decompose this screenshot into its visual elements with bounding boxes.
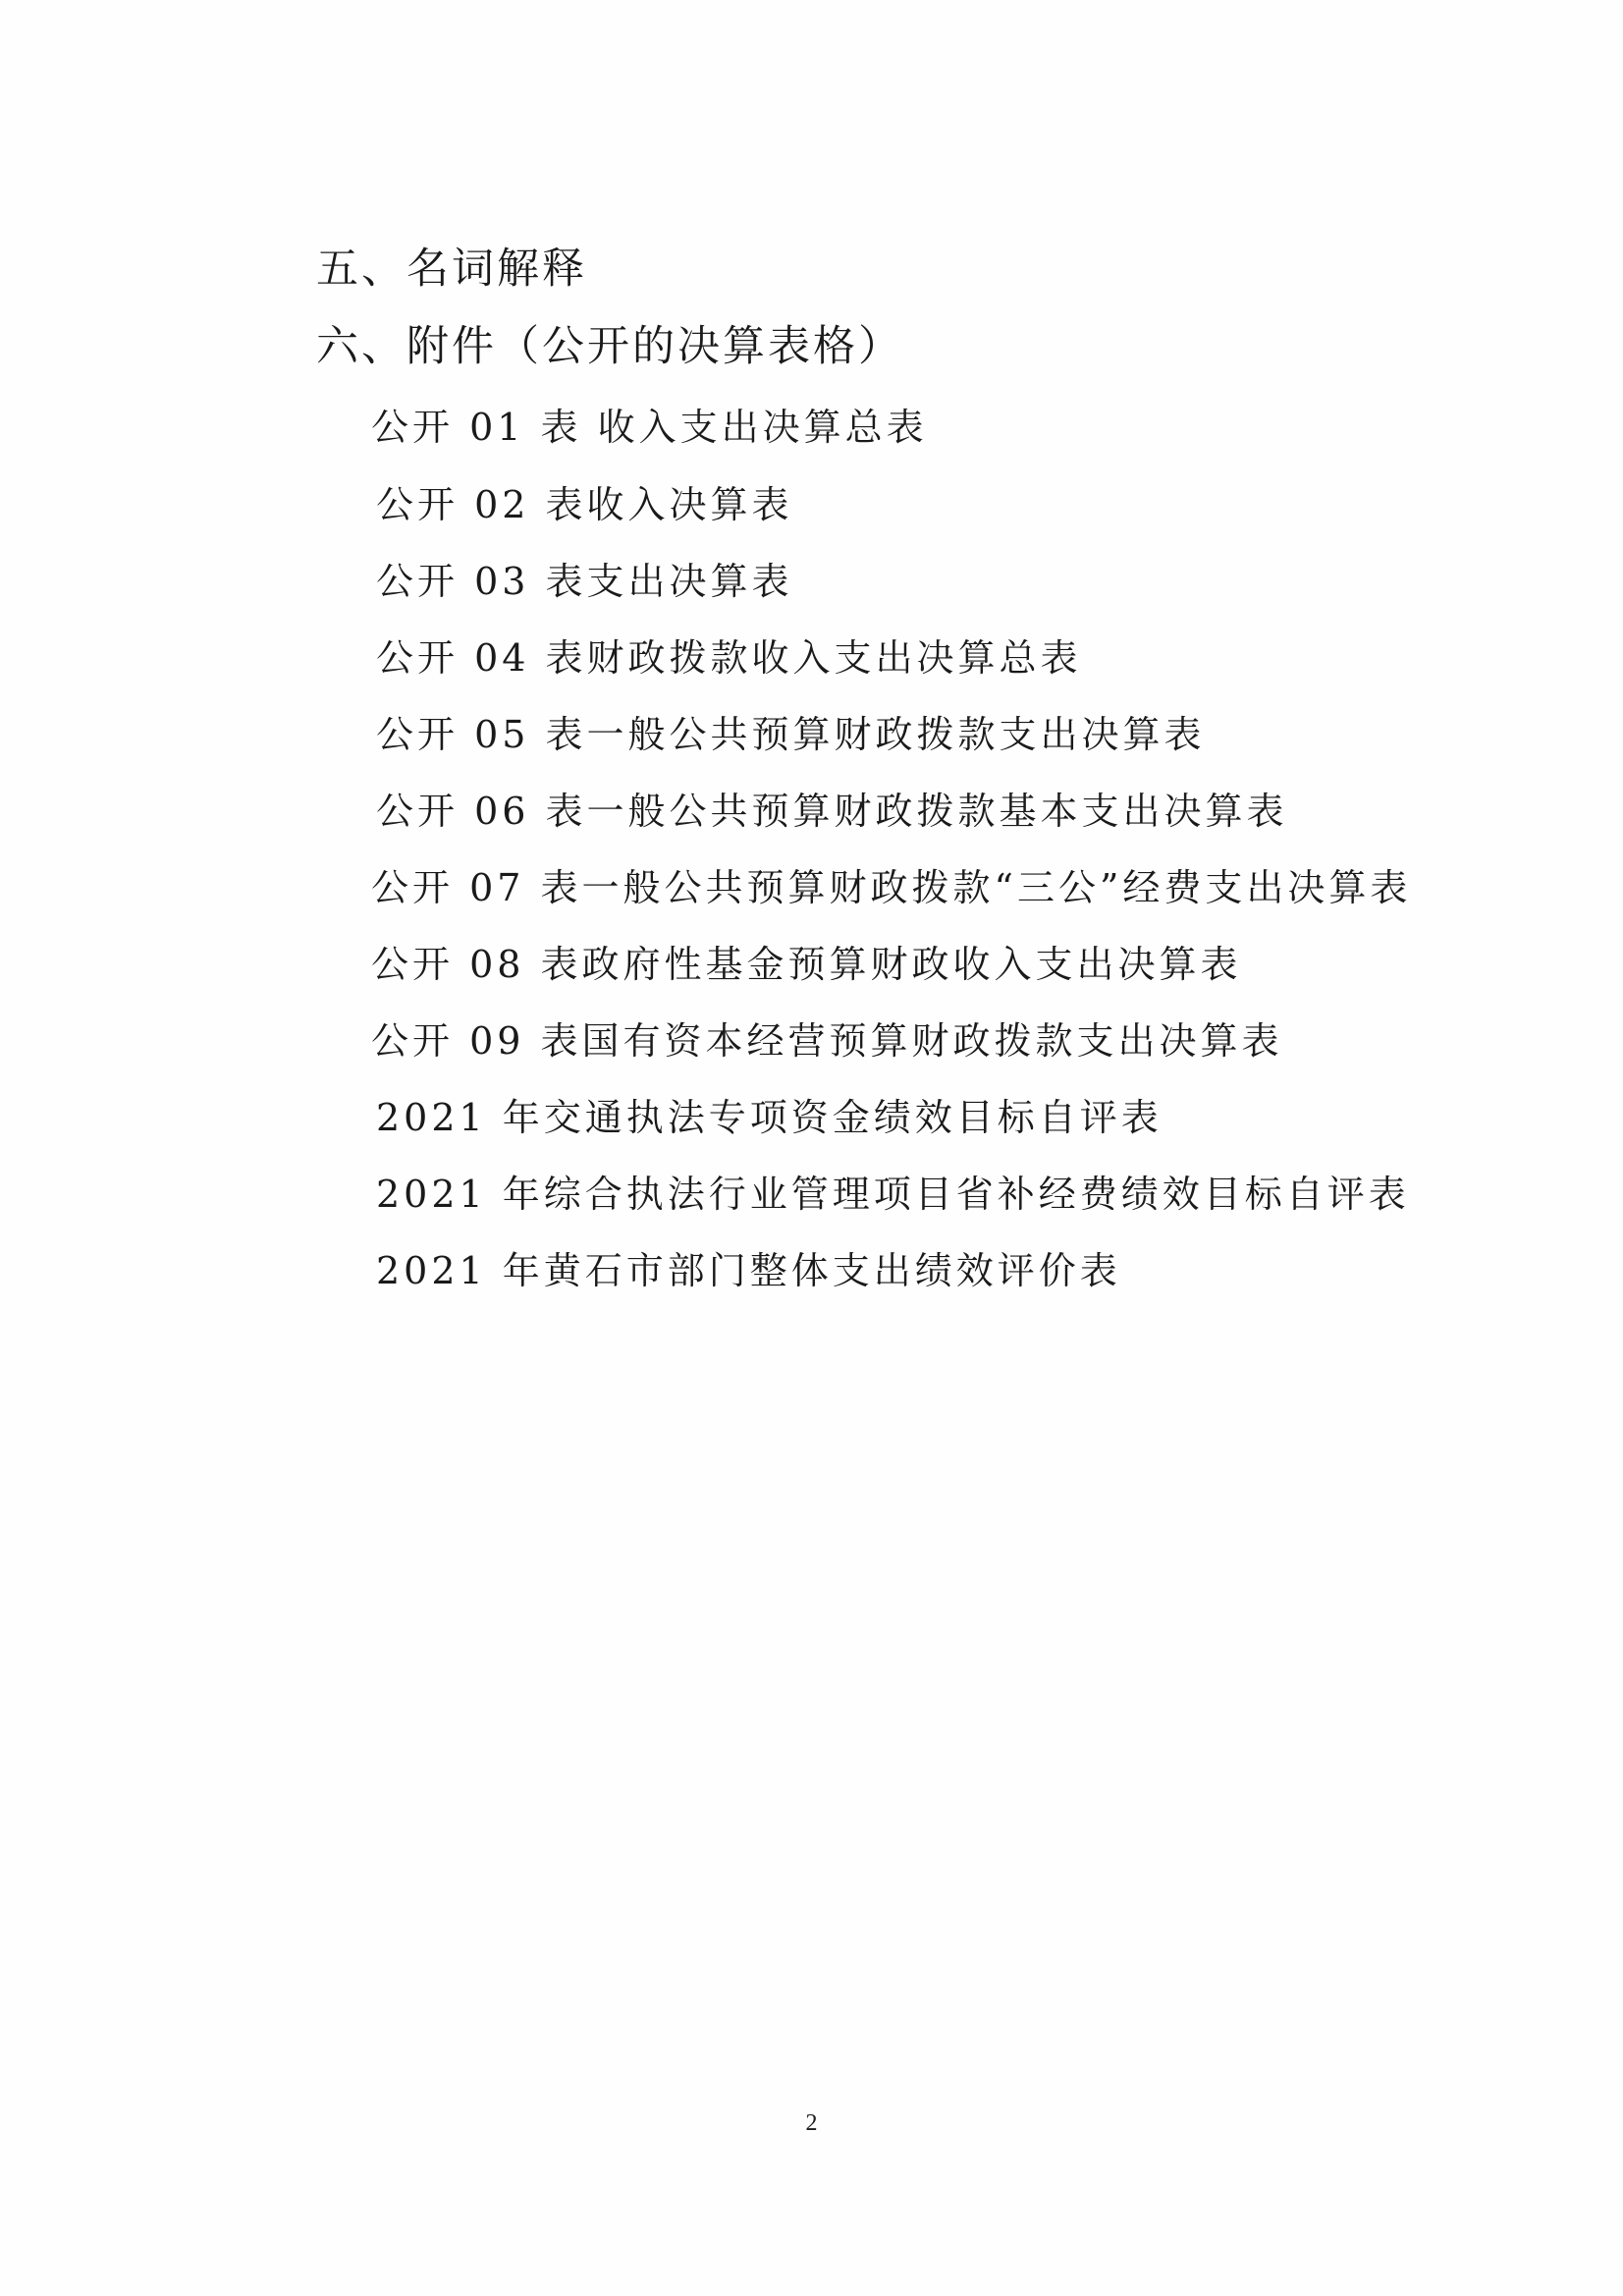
page-number: 2 [805, 2110, 818, 2136]
attachment-item: 公开 08 表政府性基金预算财政收入支出决算表 [371, 943, 1242, 986]
attachment-item: 公开 03 表支出决算表 [376, 560, 793, 603]
attachment-item: 公开 07 表一般公共预算财政拨款“三公”经费支出决算表 [371, 866, 1412, 909]
attachment-item: 公开 02 表收入决算表 [376, 483, 793, 526]
section-heading-attachments: 六、附件（公开的决算表格） [316, 322, 903, 371]
attachment-item: 公开 06 表一般公共预算财政拨款基本支出决算表 [376, 790, 1288, 833]
section-heading-terms: 五、名词解释 [316, 245, 587, 294]
attachment-item: 公开 05 表一般公共预算财政拨款支出决算表 [376, 713, 1206, 756]
attachment-item: 公开 09 表国有资本经营预算财政拨款支出决算表 [371, 1019, 1283, 1063]
attachment-item: 公开 04 表财政拨款收入支出决算总表 [376, 636, 1082, 680]
attachment-item: 公开 01 表 收入支出决算总表 [371, 406, 928, 449]
attachment-item: 2021 年黄石市部门整体支出绩效评价表 [376, 1249, 1121, 1292]
attachment-item: 2021 年交通执法专项资金绩效目标自评表 [376, 1096, 1163, 1139]
attachment-item: 2021 年综合执法行业管理项目省补经费绩效目标自评表 [376, 1173, 1410, 1216]
